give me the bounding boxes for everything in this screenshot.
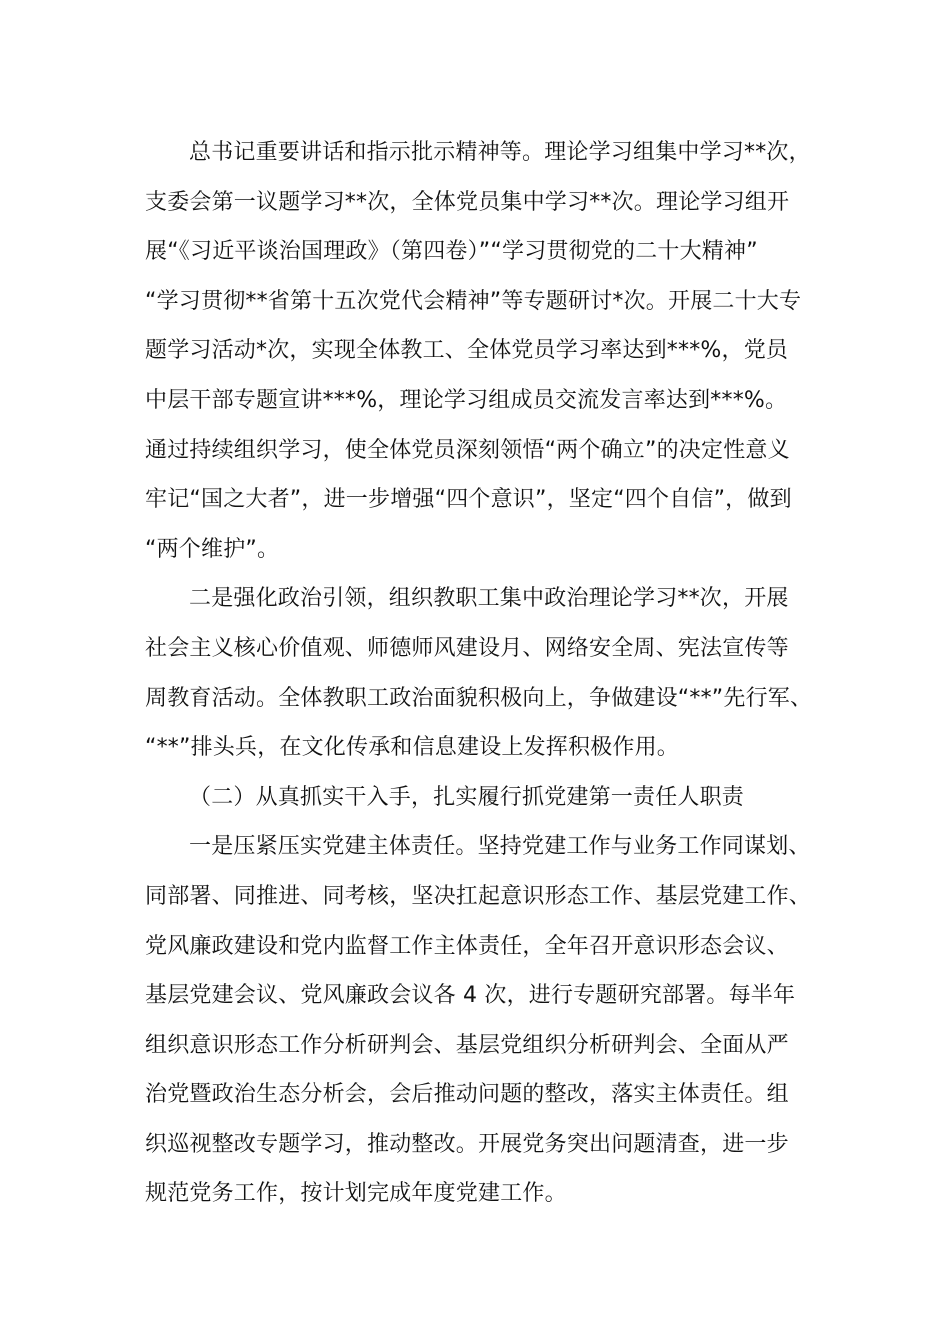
text-line: 一是压紧压实党建主体责任。坚持党建工作与业务工作同谋划、 [189,834,811,860]
text-line: 总书记重要讲话和指示批示精神等。理论学习组集中学习**次， [189,140,811,165]
text-line: 组织意识形态工作分析研判会、基层党组织分析研判会、全面从严 [145,1032,789,1058]
text-line: 同部署、同推进、同考核，坚决扛起意识形态工作、基层党建工作、 [145,883,812,909]
text-line: 展“《习近平谈治国理政》（第四卷）”“学习贯彻党的二十大精神” [145,239,758,265]
text-line: 支委会第一议题学习**次，全体党员集中学习**次。理论学习组开 [145,189,790,215]
text-line: （二）从真抓实干入手，扎实履行抓党建第一责任人职责 [189,784,745,810]
text-line: 二是强化政治引领，组织教职工集中政治理论学习**次，开展 [189,586,789,612]
text-line: 通过持续组织学习，使全体党员深刻领悟“两个确立”的决定性意义 [145,437,790,463]
document-body [145,128,825,1219]
text-line: 周教育活动。全体教职工政治面貌积极向上，争做建设“**”先行军、 [145,685,813,711]
text-line: “**”排头兵，在文化传承和信息建设上发挥积极作用。 [145,735,679,761]
text-line: 党风廉政建设和党内监督工作主体责任，全年召开意识形态会议、 [145,933,789,959]
text-line: 基层党建会议、党风廉政会议各 4 次，进行专题研究部署。每半年 [145,983,796,1009]
text-line: 题学习活动*次，实现全体教工、全体党员学习率达到***%，党员 [145,338,789,364]
text-line: “学习贯彻**省第十五次党代会精神”等专题研讨*次。开展二十大专 [145,288,802,314]
text-line: 治党暨政治生态分析会，会后推动问题的整改，落实主体责任。组 [145,1082,789,1108]
text-line: 规范党务工作，按计划完成年度党建工作。 [145,1181,567,1207]
text-line: 织巡视整改专题学习，推动整改。开展党务突出问题清查，进一步 [145,1131,789,1157]
text-line: 社会主义核心价值观、师德师风建设月、网络安全周、宪法宣传等 [145,635,789,661]
text-line: 牢记“国之大者”，进一步增强“四个意识”，坚定“四个自信”，做到 [145,487,792,513]
text-line: 中层干部专题宣讲***%，理论学习组成员交流发言率达到***%。 [145,387,788,413]
text-line: “两个维护”。 [145,536,280,562]
